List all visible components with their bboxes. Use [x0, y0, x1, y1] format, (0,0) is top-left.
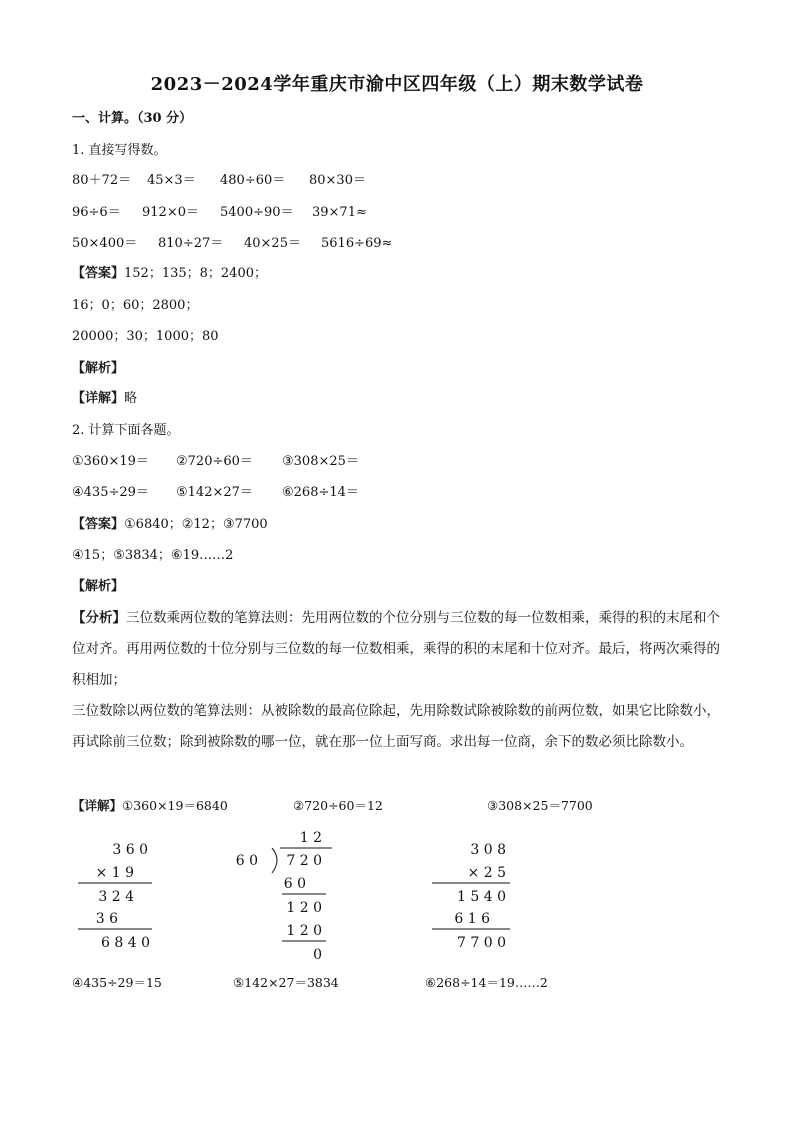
calc1-res: 6 8 4 0 — [101, 935, 150, 951]
q1-item: 45×3＝ — [147, 173, 196, 188]
q2-item: ②720÷60＝ — [176, 454, 253, 469]
question-1-heading: 1. 直接写得数。 — [72, 143, 167, 158]
q1-item: 80＋72＝ — [72, 173, 132, 188]
calc2-s2: 1 2 0 — [286, 923, 322, 939]
fenxi-tag: 【分析】 — [72, 610, 126, 626]
calc1-top: 3 6 0 — [112, 842, 148, 858]
q2-detail-6: ⑥268÷14＝19……2 — [425, 975, 548, 990]
calc-720div60 — [236, 830, 332, 963]
calc1-p1: 3 2 4 — [98, 889, 134, 905]
q2-item: ③308×25＝ — [282, 454, 359, 469]
calc3-mul: × 2 5 — [467, 865, 506, 881]
q1-item: 80×30＝ — [309, 173, 366, 188]
calc3-p1: 1 5 4 0 — [457, 889, 506, 905]
calc-308x25 — [432, 842, 510, 951]
q2-detail-4: ④435÷29＝15 — [72, 975, 162, 990]
fenxi-text: 三位数乘两位数的笔算法则：先用两位数的个位分别与三位数的每一位数相乘，乘得的积的末尾和个位对齐。再用两位数的十位分别与三位数的每一位数相乘，乘得的积的末尾和十位对齐。最后，将两次乘得的积相加； — [72, 610, 720, 688]
calc2-quot: 1 2 — [299, 830, 322, 846]
q1-item: 40×25＝ — [244, 236, 301, 251]
calc2-divisor: 6 0 — [235, 853, 258, 869]
calc1-mul: × 1 9 — [95, 865, 134, 881]
question-2-heading: 2. 计算下面各题。 — [72, 423, 180, 438]
detail-tag: 【详解】 — [72, 391, 125, 406]
answer-text: ①6840；②12；③7700 — [124, 517, 268, 532]
calc1-p2: 3 6 — [95, 911, 118, 927]
q1-item: 50×400＝ — [72, 236, 138, 251]
q1-analysis-tag: 【解析】 — [72, 361, 125, 376]
q1-item: 912×0＝ — [142, 205, 199, 220]
q1-answer-line-2: 16；0；60；2800； — [72, 298, 199, 313]
q2-item: ①360×19＝ — [72, 454, 149, 469]
q2-detail-3: ③308×25＝7700 — [487, 798, 593, 813]
q1-item: 5400÷90＝ — [220, 205, 294, 220]
calc2-dividend: 7 2 0 — [286, 853, 322, 869]
q1-item: 480÷60＝ — [220, 173, 286, 188]
answer-tag: 【答案】 — [72, 266, 125, 281]
q1-item: 96÷6＝ — [72, 205, 121, 220]
answer-tag: 【答案】 — [72, 517, 125, 532]
q1-item: 810÷27＝ — [158, 236, 224, 251]
page-title: 2023－2024学年重庆市渝中区四年级（上）期末数学试卷 — [150, 74, 644, 95]
q2-item: ⑥268÷14＝ — [282, 485, 359, 500]
q2-item: ⑤142×27＝ — [176, 485, 253, 500]
calc-360x19 — [78, 842, 152, 951]
detail-tag: 【详解】 — [72, 798, 123, 813]
answer-text: 152；135；8；2400； — [124, 266, 267, 281]
q2-analysis-tag: 【解析】 — [72, 579, 125, 594]
detail-item: ①360×19＝6840 — [122, 798, 228, 813]
calc2-bracket — [272, 848, 277, 873]
calc3-res: 7 7 0 0 — [457, 935, 506, 951]
calc3-p2: 6 1 6 — [454, 911, 490, 927]
q1-item: 39×71≈ — [312, 205, 367, 220]
q2-analysis-divide: 三位数除以两位数的笔算法则：从被除数的最高位除起，先用除数试除被除数的前两位数，如果它比除数小，再试除前三位数；除到被除数的哪一位，就在那一位上面写商。求出每一位商，余下的数必须比除数小。 — [72, 703, 720, 750]
q1-answer-line-3: 20000；30；1000；80 — [72, 329, 219, 344]
detail-text: 略 — [124, 391, 138, 406]
section-heading: 一、计算。（30 分） — [72, 111, 193, 126]
q1-item: 5616÷69≈ — [321, 236, 393, 251]
calc3-top: 3 0 8 — [470, 842, 506, 858]
q2-detail-5: ⑤142×27＝3834 — [233, 975, 339, 990]
q2-answer-line-2: ④15；⑤3834；⑥19……2 — [72, 548, 234, 563]
q2-detail-2: ②720÷60＝12 — [293, 798, 383, 813]
calc2-rem: 0 — [313, 947, 322, 963]
calc2-r1: 1 2 0 — [286, 900, 322, 916]
calc2-s1: 6 0 — [283, 876, 306, 892]
q2-item: ④435÷29＝ — [72, 485, 149, 500]
